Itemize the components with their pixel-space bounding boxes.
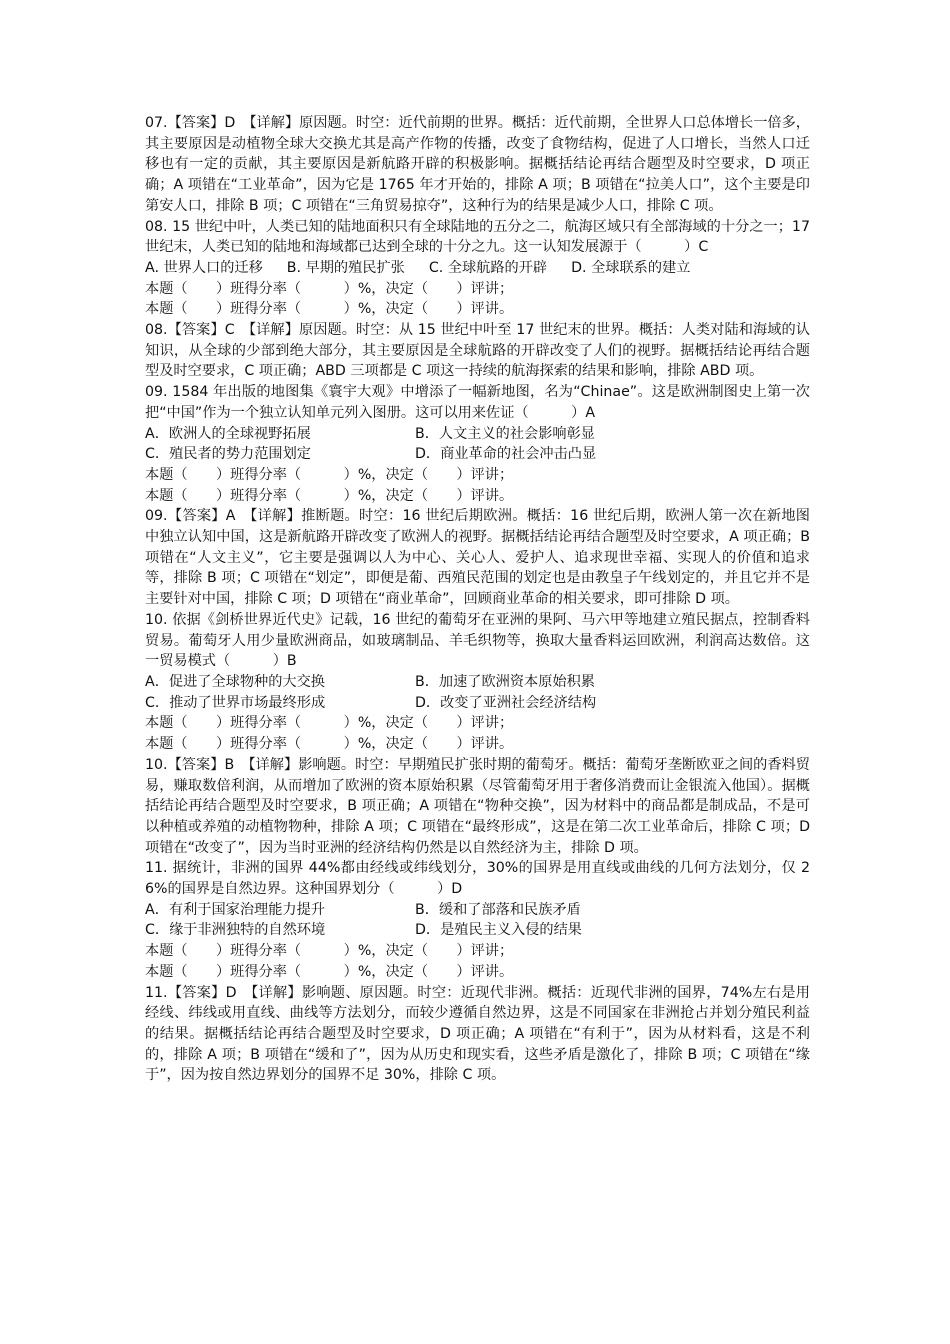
score-line: 本题（ ）班得分率（ ）%，决定（ ）评讲； bbox=[145, 943, 514, 960]
option-item: A．促进了全球物种的大交换 bbox=[145, 673, 325, 690]
answer-10: 10.【答案】B 【详解】影响题。时空：早期殖民扩张时期的葡萄牙。概括：葡萄牙垄断欧亚之间的香料贸易，赚取数倍利润，从而增加了欧洲的资本原始积累（尽管葡萄牙用于奢侈消费而让金银流入他国）。据概括结论再结合题型及时空要求，B 项正确；A 项错在“物种交换”，因为材料中的商品都是制成品，不是可以种植或养殖的动植物物种，排除 A 项；C 项错在“最终形成”，这是在第二次工业革命后，排除 C 项；D 项错在“改变了”，因为当时亚洲的经济结构仍然是以自然经济为主，排除 D 项。 bbox=[145, 756, 810, 856]
score-line: 本题（ ）班得分率（ ）%，决定（ ）评讲。 bbox=[145, 301, 514, 318]
option-item: C．缘于非洲独特的自然环境 bbox=[145, 922, 326, 939]
option-item: C．殖民者的势力范围划定 bbox=[145, 446, 311, 463]
answer-08: 08.【答案】C 【详解】原因题。时空：从 15 世纪中叶至 17 世纪末的世界。概括：人类对陆和海域的认知识，从全球的少部到绝大部分，其主要原因是全球航路的开辟改变了人们的视野。据概括结论再结合题型及时空要求，C 项正确；ABD 三项都是 C 项这一持续的航海探索的结果和影响，排除 ABD 项。 bbox=[145, 322, 810, 380]
option-item: D. 全球联系的建立 bbox=[571, 259, 691, 276]
option-item: D．商业革命的社会冲击凸显 bbox=[415, 446, 597, 463]
option-item: B．缓和了部落和民族矛盾 bbox=[415, 901, 581, 918]
options-11 bbox=[145, 900, 810, 941]
option-item: A．欧洲人的全球视野拓展 bbox=[145, 425, 311, 442]
option-item: B．加速了欧洲资本原始积累 bbox=[415, 673, 595, 690]
option-item: B. 早期的殖民扩张 bbox=[286, 259, 405, 276]
score-line: 本题（ ）班得分率（ ）%，决定（ ）评讲。 bbox=[145, 487, 514, 504]
option-item: D．是殖民主义入侵的结果 bbox=[415, 922, 582, 939]
option-item: C. 全球航路的开辟 bbox=[428, 259, 548, 276]
question-08: 08. 15 世纪中叶，人类已知的陆地面积只有全球陆地的五分之二，航海区域只有全部海域的十分之一；17 世纪末，人类已知的陆地和海域都已达到全球的十分之九。这一认知发展源于（ ）C bbox=[145, 218, 810, 256]
answer-07: 07.【答案】D 【详解】原因题。时空：近代前期的世界。概括：近代前期，全世界人口总体增长一倍多，其主要原因是动植物全球大交换尤其是高产作物的传播，改变了食物结构，促进了人口增长，当然人口迁移也有一定的贡献，其主要原因是新航路开辟的积极影响。据概括结论再结合题型及时空要求，D 项正确；A 项错在“工业革命”，因为它是 1765 年才开始的，排除 A 项；B 项错在“拉美人口”，这个主要是印第安人口，排除 B 项；C 项错在“三角贸易掠夺”，这种行为的结果是减少人口，排除 C 项。 bbox=[145, 115, 810, 214]
option-item: D．改变了亚洲社会经济结构 bbox=[415, 694, 597, 711]
question-09: 09. 1584 年出版的地图集《寰宇大观》中增添了一幅新地图，名为“Chinae”。这是欧洲制图史上第一次把“中国”作为一个独立认知单元列入图册。这可以用来佐证（ ）A bbox=[145, 384, 810, 421]
score-line: 本题（ ）班得分率（ ）%，决定（ ）评讲； bbox=[145, 715, 514, 732]
options-09 bbox=[145, 424, 810, 465]
answer-11: 11.【答案】D 【详解】影响题、原因题。时空：近现代非洲。概括：近现代非洲的国界，74%左右是用经线、纬线或用直线、曲线等方法划分，而较少遵循自然边界，这是不同国家在非洲抢占并划分殖民利益的结果。据概括结论再结合题型及时空要求，D 项正确；A 项错在“有利于”，因为从材料看，这是不利的，排除 A 项；B 项错在“缓和了”，因为从历史和现实看，这些矛盾是激化了，排除 B 项；C 项错在“缘于”，因为按自然边界划分的国界不足 30%，排除 C 项。 bbox=[145, 984, 810, 1084]
document-page bbox=[145, 113, 810, 1086]
options-08 bbox=[145, 258, 810, 279]
score-line: 本题（ ）班得分率（ ）%，决定（ ）评讲； bbox=[145, 280, 514, 297]
option-item: A. 世界人口的迁移 bbox=[145, 259, 263, 276]
question-10: 10. 依据《剑桥世界近代史》记载，16 世纪的葡萄牙在亚洲的果阿、马六甲等地建立殖民据点，控制香料贸易。葡萄牙人用少量欧洲商品，如玻璃制品、羊毛织物等，换取大量香料运回欧洲，利润高达数倍。这一贸易模式（ ）B bbox=[145, 611, 810, 670]
score-line: 本题（ ）班得分率（ ）%，决定（ ）评讲； bbox=[145, 466, 514, 483]
answer-09: 09.【答案】A 【详解】推断题。时空：16 世纪后期欧洲。概括：16 世纪后期，欧洲人第一次在新地图中独立认知中国，这是新航路开辟改变了欧洲人的视野。据概括结论再结合题型及时空要求，A 项正确；B 项错在“人文主义”，它主要是强调以人为中心、关心人、爱护人、追求现世幸福、实现人的价值和追求等，排除 B 项；C 项错在“划定”，即便是葡、西殖民范围的划定也是由教皇子午线划定的，并且它并不是主要针对中国，排除 C 项；D 项错在“商业革命”，回顾商业革命的相关要求，即可排除 D 项。 bbox=[145, 508, 810, 608]
question-11: 11. 据统计，非洲的国界 44%都由经线或纬线划分，30%的国界是用直线或曲线的几何方法划分，仅 26%的国界是自然边界。这种国界划分（ ）D bbox=[145, 860, 810, 898]
options-10 bbox=[145, 672, 810, 713]
score-line: 本题（ ）班得分率（ ）%，决定（ ）评讲。 bbox=[145, 736, 514, 753]
score-line: 本题（ ）班得分率（ ）%，决定（ ）评讲。 bbox=[145, 963, 514, 980]
option-item: C．推动了世界市场最终形成 bbox=[145, 694, 326, 711]
option-item: A．有利于国家治理能力提升 bbox=[145, 901, 325, 918]
option-item: B．人文主义的社会影响彰显 bbox=[415, 425, 595, 442]
